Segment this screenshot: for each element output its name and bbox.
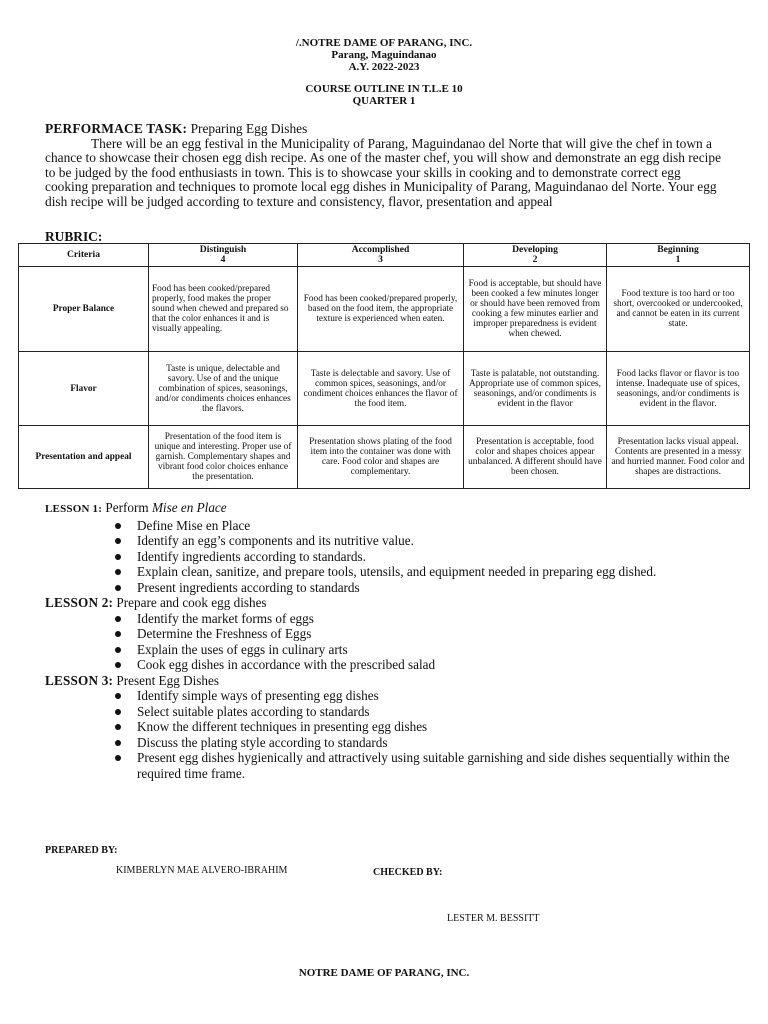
bullet-icon — [115, 554, 121, 560]
rubric-cell-1: Presentation lacks visual appeal. Contents are presented in a messy and hurried manner. Food color and shapes are distractions. — [607, 426, 750, 489]
rubric-cell-2: Taste is palatable, not outstanding. Appropriate use of common spices, seasonings, and/or condiments is evident in the flavor — [464, 352, 607, 426]
list-item: Present ingredients according to standards — [45, 580, 745, 596]
rubric-cell-1: Food texture is too hard or too short, overcooked or undercooked, and cannot be eaten in its current state. — [607, 267, 750, 352]
bullet-icon — [115, 631, 121, 637]
bullet-icon — [115, 569, 121, 575]
list-item: Discuss the plating style according to standards — [45, 735, 745, 751]
lesson-1-title: Perform — [105, 500, 152, 515]
criteria-header: Criteria — [19, 244, 149, 267]
bullet-icon — [115, 740, 121, 746]
rubric-cell-4: Taste is unique, delectable and savory. Use of and the unique combination of spices, seasonings, and/or condiments choices enhances the flavors. — [149, 352, 298, 426]
rubric-header-row — [19, 244, 750, 267]
criteria-cell: Proper Balance — [19, 267, 149, 352]
academic-year: A.Y. 2022-2023 — [348, 61, 420, 73]
course-title: COURSE OUTLINE IN T.L.E 10 — [305, 83, 463, 95]
rubric-cell-3: Taste is delectable and savory. Use of common spices, seasonings, and/or condiment choices enhances the flavor of the food item. — [298, 352, 464, 426]
lesson-2-title: Prepare and cook egg dishes — [116, 595, 267, 610]
rubric-label: RUBRIC: — [45, 229, 103, 244]
lesson-1-label: LESSON 1: — [45, 503, 103, 515]
bullet-icon — [115, 523, 121, 529]
rubric-table — [18, 243, 750, 489]
rubric-cell-2: Food is acceptable, but should have been cooked a few minutes longer or should have been removed from cooking a few minutes earlier and improper preparedness is evident when chewed. — [464, 267, 607, 352]
distinguish-header: Distinguish 4 — [149, 244, 298, 267]
rubric-row-flavor — [19, 352, 750, 426]
quarter-label: QUARTER 1 — [352, 95, 416, 107]
rubric-cell-2: Presentation is acceptable, food color and shapes choices appear unbalanced. A different should have been chosen. — [464, 426, 607, 489]
rubric-cell-4: Food has been cooked/prepared properly, food makes the proper sound when chewed and prepared so that the color enhances it and is visually appealing. — [149, 267, 298, 352]
bullet-icon — [115, 755, 121, 761]
lesson-1-items — [45, 518, 745, 596]
list-item: Identify ingredients according to standards. — [45, 549, 745, 565]
rubric-row-presentation — [19, 426, 750, 489]
bullet-icon — [115, 693, 121, 699]
performance-task-label: PERFORMACE TASK: — [45, 121, 188, 136]
lesson-3-items — [45, 688, 745, 781]
criteria-cell: Presentation and appeal — [19, 426, 149, 489]
bullet-icon — [115, 647, 121, 653]
bullet-icon — [115, 585, 121, 591]
lesson-2-items — [45, 611, 745, 673]
list-item: Identify simple ways of presenting egg dishes — [45, 688, 745, 704]
bullet-icon — [115, 616, 121, 622]
list-item: Know the different techniques in presenting egg dishes — [45, 719, 745, 735]
course-title-block — [0, 83, 768, 107]
checked-by-label: CHECKED BY: — [373, 867, 443, 878]
list-item: Explain clean, sanitize, and prepare tools, utensils, and equipment needed in preparing egg dished. — [45, 564, 745, 580]
list-item: Select suitable plates according to standards — [45, 704, 745, 720]
bullet-icon — [115, 662, 121, 668]
checked-by-name: LESTER M. BESSITT — [447, 913, 540, 924]
rubric-cell-1: Food lacks flavor or flavor is too intense. Inadequate use of spices, seasonings, and/or condiments is evident in the flavor. — [607, 352, 750, 426]
performance-task-body: There will be an egg festival in the Municipality of Parang, Maguindanao del Norte that will give the chef in town a chance to showcase their chosen egg dish recipe. As one of the master chef, you will show and demonstrate an egg dish recipe to be judged by the food enthusiasts in town. This is to showcase your skills in cooking and to demonstrate correct egg cooking preparation and techniques to promote local egg dishes in Municipality of Parang, Maguindanao del Norte. Your egg dish recipe will be judged according to texture and consistency, flavor, presentation and appeal — [45, 135, 722, 209]
rubric-row-proper-balance — [19, 267, 750, 352]
accomplished-header: Accomplished 3 — [298, 244, 464, 267]
lesson-3-heading — [45, 673, 745, 689]
school-location: Parang, Maguindanao — [331, 49, 437, 61]
lesson-2-label: LESSON 2: — [45, 595, 114, 610]
prepared-by-label: PREPARED BY: — [45, 845, 118, 856]
footer-school-name: NOTRE DAME OF PARANG, INC. — [298, 967, 470, 979]
list-item: Define Mise en Place — [45, 518, 745, 534]
lesson-3-title: Present Egg Dishes — [116, 672, 219, 688]
list-item: Present egg dishes hygienically and attractively using suitable garnishing and side dishes sequentially within the required time frame. — [45, 750, 745, 781]
lesson-2-heading — [45, 595, 745, 611]
list-item: Determine the Freshness of Eggs — [45, 626, 745, 642]
beginning-header: Beginning 1 — [607, 244, 750, 267]
list-item: Cook egg dishes in accordance with the prescribed salad — [45, 657, 745, 673]
performance-task — [45, 122, 725, 210]
performance-task-title: Preparing Egg Dishes — [190, 121, 308, 136]
performance-task-heading — [45, 122, 725, 137]
bullet-icon — [115, 709, 121, 715]
criteria-cell: Flavor — [19, 352, 149, 426]
document-header — [0, 37, 768, 73]
list-item: Identify an egg’s components and its nutritive value. — [45, 533, 745, 549]
bullet-icon — [115, 538, 121, 544]
lesson-1-title-italic: Mise en Place — [151, 500, 227, 515]
rubric-cell-3: Presentation shows plating of the food item into the container was done with care. Food color and shapes are complementary. — [298, 426, 464, 489]
bullet-icon — [115, 724, 121, 730]
list-item: Explain the uses of eggs in culinary arts — [45, 642, 745, 658]
lessons-section — [45, 500, 745, 781]
lesson-3-label: LESSON 3: — [45, 672, 114, 688]
lesson-1-heading — [45, 500, 745, 518]
rubric-cell-3: Food has been cooked/prepared properly, based on the food item, the appropriate texture is experienced when eaten. — [298, 267, 464, 352]
list-item: Identify the market forms of eggs — [45, 611, 745, 627]
developing-header: Developing 2 — [464, 244, 607, 267]
prepared-by-name: KIMBERLYN MAE ALVERO-IBRAHIM — [116, 865, 288, 876]
rubric-cell-4: Presentation of the food item is unique and interesting. Proper use of garnish. Complementary shapes and vibrant food color choices enhance the presentation. — [149, 426, 298, 489]
school-name: /.NOTRE DAME OF PARANG, INC. — [295, 37, 473, 49]
